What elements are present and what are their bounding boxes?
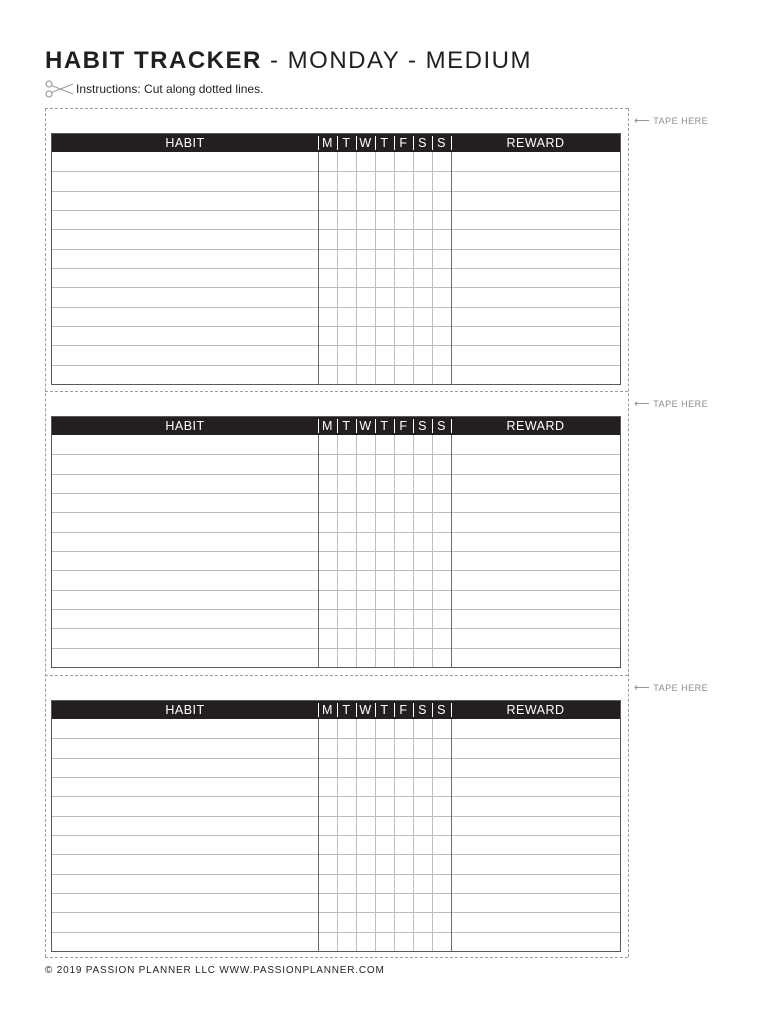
title-rest: - MONDAY - MEDIUM [261,47,532,74]
tape-here-label-1 [634,114,708,127]
arrow-left-icon: ⟵ [634,398,651,410]
habit-column-header: HABIT [165,136,205,150]
header-divider [413,419,414,433]
tracker-header [52,134,620,152]
header-divider [375,419,376,433]
day-column-header: T [380,136,389,150]
scissors-icon [44,80,74,98]
column-divider [432,435,433,667]
title-bold: HABIT TRACKER [45,47,262,74]
header-divider [413,136,414,150]
reward-column-header: REWARD [506,136,565,150]
habit-row-line [52,758,620,759]
habit-row-line [52,816,620,817]
column-divider [375,719,376,951]
day-column-header: M [322,703,333,717]
column-divider [451,435,452,667]
column-divider [394,435,395,667]
habit-row-line [52,268,620,269]
cut-line-right [628,108,629,957]
day-column-header: F [399,419,408,433]
day-column-header: T [342,136,351,150]
day-column-header: T [380,419,389,433]
column-divider [413,435,414,667]
header-divider [356,419,357,433]
habit-row-line [52,932,620,933]
tape-here-label-3 [634,681,708,694]
habit-row-line [52,628,620,629]
reward-column-header: REWARD [506,703,565,717]
habit-row-line [52,210,620,211]
header-divider [432,703,433,717]
column-divider [318,435,319,667]
column-divider [337,152,338,384]
header-divider [356,703,357,717]
column-divider [432,719,433,951]
column-divider [451,152,452,384]
habit-row-line [52,835,620,836]
header-divider [318,703,319,717]
day-column-header: F [399,136,408,150]
habit-row-line [52,345,620,346]
reward-column-header: REWARD [506,419,565,433]
page-title [45,47,532,75]
habit-row-line [52,738,620,739]
day-column-header: W [359,136,372,150]
header-divider [432,136,433,150]
habit-row-line [52,249,620,250]
habit-tracker-2 [51,416,621,668]
habit-row-line [52,171,620,172]
column-divider [375,435,376,667]
habit-column-header: HABIT [165,703,205,717]
column-divider [413,719,414,951]
habit-row-line [52,893,620,894]
habit-row-line [52,365,620,366]
column-divider [318,719,319,951]
day-column-header: S [437,419,446,433]
day-column-header: S [418,136,427,150]
cut-line-2 [45,675,628,676]
day-column-header: S [437,703,446,717]
habit-row-line [52,307,620,308]
habit-row-line [52,777,620,778]
column-divider [356,719,357,951]
column-divider [318,152,319,384]
tape-here-text: TAPE HERE [653,116,709,126]
header-divider [337,703,338,717]
tape-here-text: TAPE HERE [653,683,709,693]
header-divider [451,136,452,150]
habit-row-line [52,609,620,610]
column-divider [432,152,433,384]
column-divider [413,152,414,384]
header-divider [451,703,452,717]
habit-row-line [52,287,620,288]
header-divider [337,136,338,150]
header-divider [375,136,376,150]
column-divider [337,435,338,667]
habit-row-line [52,796,620,797]
habit-row-line [52,326,620,327]
habit-row-line [52,229,620,230]
cut-line-1 [45,391,628,392]
column-divider [356,152,357,384]
cut-line-left [45,108,46,957]
header-divider [394,703,395,717]
tape-here-label-2 [634,397,708,410]
column-divider [394,152,395,384]
day-column-header: T [342,419,351,433]
footer-copyright: © 2019 PASSION PLANNER LLC WWW.PASSIONPLANNER.COM [45,965,385,976]
habit-row-line [52,551,620,552]
day-column-header: T [342,703,351,717]
habit-tracker-1 [51,133,621,385]
day-column-header: S [418,703,427,717]
header-divider [318,136,319,150]
day-column-header: M [322,136,333,150]
header-divider [337,419,338,433]
tracker-header [52,417,620,435]
cut-line-bottom [45,957,628,958]
habit-row-line [52,493,620,494]
instructions: Instructions: Cut along dotted lines. [76,82,264,96]
habit-row-line [52,191,620,192]
habit-tracker-3 [51,700,621,952]
day-column-header: S [418,419,427,433]
day-column-header: S [437,136,446,150]
tape-here-text: TAPE HERE [653,399,709,409]
habit-row-line [52,590,620,591]
habit-column-header: HABIT [165,419,205,433]
arrow-left-icon: ⟵ [634,115,651,127]
habit-row-line [52,474,620,475]
day-column-header: W [359,419,372,433]
cut-line-top [45,108,628,109]
arrow-left-icon: ⟵ [634,682,651,694]
habit-row-line [52,454,620,455]
habit-row-line [52,570,620,571]
header-divider [451,419,452,433]
habit-row-line [52,512,620,513]
header-divider [432,419,433,433]
day-column-header: F [399,703,408,717]
column-divider [337,719,338,951]
habit-row-line [52,648,620,649]
habit-row-line [52,854,620,855]
header-divider [394,419,395,433]
column-divider [451,719,452,951]
column-divider [394,719,395,951]
habit-row-line [52,874,620,875]
habit-row-line [52,532,620,533]
header-divider [318,419,319,433]
header-divider [356,136,357,150]
header-divider [375,703,376,717]
column-divider [375,152,376,384]
day-column-header: M [322,419,333,433]
column-divider [356,435,357,667]
header-divider [413,703,414,717]
day-column-header: W [359,703,372,717]
tracker-header [52,701,620,719]
habit-row-line [52,912,620,913]
day-column-header: T [380,703,389,717]
header-divider [394,136,395,150]
